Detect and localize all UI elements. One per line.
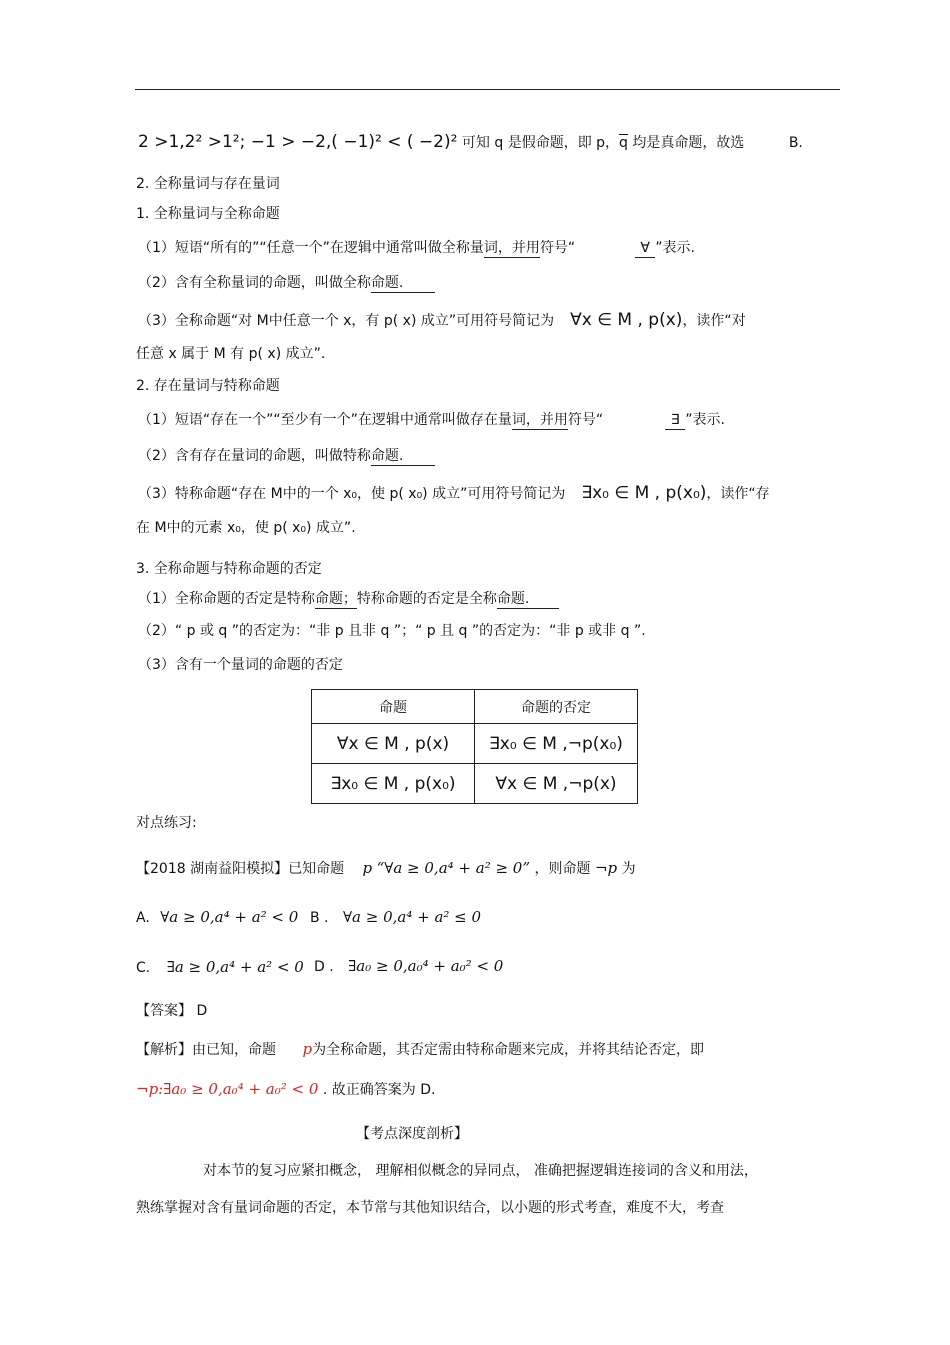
analysis-formula: ¬p:∃a₀ ≥ 0,a₀⁴ + a₀² < 0 bbox=[136, 1080, 319, 1098]
sub1-item-4: 任意 x 属于 M 有 p( x) 成立”. bbox=[136, 346, 326, 362]
text: （1）全称命题的否定是特称 bbox=[138, 591, 315, 607]
subsection-title-3: 3. 全称命题与特称命题的否定 bbox=[136, 561, 322, 577]
table-header: 命题 bbox=[312, 690, 475, 724]
question-source: 【2018 湖南益阳模拟】已知命题 bbox=[136, 861, 345, 877]
q-bar: $\overline{q}$ bbox=[619, 135, 628, 151]
text: （1）短语“存在一个”“至少有一个”在逻辑中通常叫做存在量 bbox=[138, 412, 512, 428]
table-header: 命题的否定 bbox=[475, 690, 638, 724]
underlined-text: 词，并用 bbox=[511, 412, 568, 428]
math-expression: ∀x ∈ M , p(x) bbox=[570, 310, 683, 330]
var-p: p bbox=[302, 1040, 313, 1058]
intro-line bbox=[138, 132, 803, 152]
option-c bbox=[136, 958, 304, 977]
option-math: ∀a ≥ 0,a⁴ + a² < 0 bbox=[160, 908, 299, 926]
subsection-title-2: 2. 存在量词与特称命题 bbox=[136, 378, 280, 394]
sub2-item-3 bbox=[138, 483, 770, 503]
option-math: ∃a₀ ≥ 0,a₀⁴ + a₀² < 0 bbox=[348, 957, 504, 975]
question-statement: “∀a ≥ 0,a⁴ + a² ≥ 0” bbox=[376, 859, 531, 877]
table-row bbox=[312, 764, 638, 804]
deep-analysis-title: 【考点深度剖析】 bbox=[356, 1126, 468, 1142]
section-title: 2. 全称量词与存在量词 bbox=[136, 176, 280, 192]
sub1-item-2 bbox=[138, 275, 435, 293]
paragraph-line-2: 熟练掌握对含有量词命题的否定，本节常与其他知识结合，以小题的形式考查，难度不大，考查 bbox=[136, 1200, 724, 1216]
text: （3）特称命题“存在 M中的一个 x₀，使 p( x₀) 成立”可用符号简记为 bbox=[138, 486, 566, 502]
table-cell: ∀x ∈ M ,¬p(x) bbox=[475, 764, 638, 804]
option-a bbox=[136, 908, 298, 927]
sub3-item-2: （2）“ p 或 q ”的否定为：“非 p 且非 q ”；“ p 且 q ”的否定为：“非 p 或非 q ”. bbox=[138, 623, 646, 639]
subsection-title-1: 1. 全称量词与全称命题 bbox=[136, 206, 280, 222]
forall-symbol: ∀ bbox=[635, 240, 655, 258]
sub3-item-1 bbox=[138, 591, 559, 609]
answer-line: 【答案】 D bbox=[136, 1003, 208, 1019]
analysis-text: 为全称命题，其否定需由特称命题来完成，并将其结论否定，即 bbox=[312, 1042, 705, 1058]
paragraph-line-1: 对本节的复习应紧扣概念， 理解相似概念的异同点， 准确把握逻辑连接词的含义和用法， bbox=[203, 1163, 758, 1179]
analysis-formula-line bbox=[136, 1080, 435, 1099]
text: ，则命题 bbox=[534, 861, 591, 877]
underlined-text: 命题. bbox=[371, 275, 435, 293]
intro-answer: B. bbox=[788, 135, 803, 151]
option-d bbox=[314, 957, 503, 976]
text: （2）含有全称量词的命题，叫做全称 bbox=[138, 275, 371, 291]
text: ，读作“存 bbox=[706, 486, 770, 502]
text: ，读作“对 bbox=[682, 313, 746, 329]
text: 为 bbox=[621, 861, 636, 877]
practice-label: 对点练习: bbox=[136, 815, 197, 831]
analysis-label: 【解析】由已知，命题 bbox=[136, 1042, 276, 1058]
text: 符号“ bbox=[539, 240, 576, 256]
option-label: C. bbox=[136, 960, 151, 976]
question-line bbox=[136, 859, 636, 878]
sub2-item-2 bbox=[138, 448, 435, 466]
text: （3）全称命题“对 M中任意一个 x，有 p( x) 成立”可用符号简记为 bbox=[138, 313, 555, 329]
text: 符号“ bbox=[567, 412, 604, 428]
header-rule bbox=[135, 89, 840, 90]
sub2-item-4: 在 M中的元素 x₀，使 p( x₀) 成立”. bbox=[136, 520, 356, 536]
math-expression: ∃x₀ ∈ M , p(x₀) bbox=[581, 483, 707, 503]
negation-table bbox=[311, 689, 638, 804]
text: （1）短语“所有的”“任意一个”在逻辑中通常叫做全称量 bbox=[138, 240, 484, 256]
underlined-text: 命题. bbox=[371, 448, 435, 466]
option-math: ∀a ≥ 0,a⁴ + a² ≤ 0 bbox=[342, 908, 482, 926]
text: ”表示. bbox=[685, 412, 725, 428]
var-not-p: ¬p bbox=[594, 859, 618, 877]
intro-text-2: 均是真命题，故选 bbox=[632, 135, 745, 151]
intro-math: 2 >1,2² >1²; −1 > −2,( −1)² < ( −2)² bbox=[138, 132, 458, 152]
underlined-text: 词，并用 bbox=[483, 240, 540, 256]
text: （2）含有存在量词的命题，叫做特称 bbox=[138, 448, 371, 464]
sub3-item-3: （3）含有一个量词的命题的否定 bbox=[138, 657, 343, 673]
underlined-text: 命题； bbox=[314, 591, 357, 607]
var-p: p bbox=[362, 859, 373, 877]
table-cell: ∀x ∈ M , p(x) bbox=[312, 724, 475, 764]
option-label: A. bbox=[136, 910, 150, 926]
option-b bbox=[310, 908, 481, 927]
analysis-end: . 故正确答案为 D. bbox=[322, 1082, 436, 1098]
analysis-line bbox=[136, 1040, 704, 1059]
sub1-item-1 bbox=[138, 240, 695, 258]
exists-symbol: ∃ bbox=[665, 412, 685, 430]
underlined-text: 命题. bbox=[497, 591, 559, 609]
table-cell: ∃x₀ ∈ M , p(x₀) bbox=[312, 764, 475, 804]
sub2-item-1 bbox=[138, 412, 725, 430]
text: 特称命题的否定是全称 bbox=[356, 591, 497, 607]
text: ”表示. bbox=[655, 240, 695, 256]
option-label: B . bbox=[310, 910, 329, 926]
option-math: ∃a ≥ 0,a⁴ + a² < 0 bbox=[166, 958, 304, 976]
sub1-item-3 bbox=[138, 310, 746, 330]
table-row bbox=[312, 724, 638, 764]
option-label: D . bbox=[314, 959, 334, 975]
intro-text-1: 可知 q 是假命题，即 p， bbox=[461, 135, 620, 151]
table-header-row bbox=[312, 690, 638, 724]
table-cell: ∃x₀ ∈ M ,¬p(x₀) bbox=[475, 724, 638, 764]
